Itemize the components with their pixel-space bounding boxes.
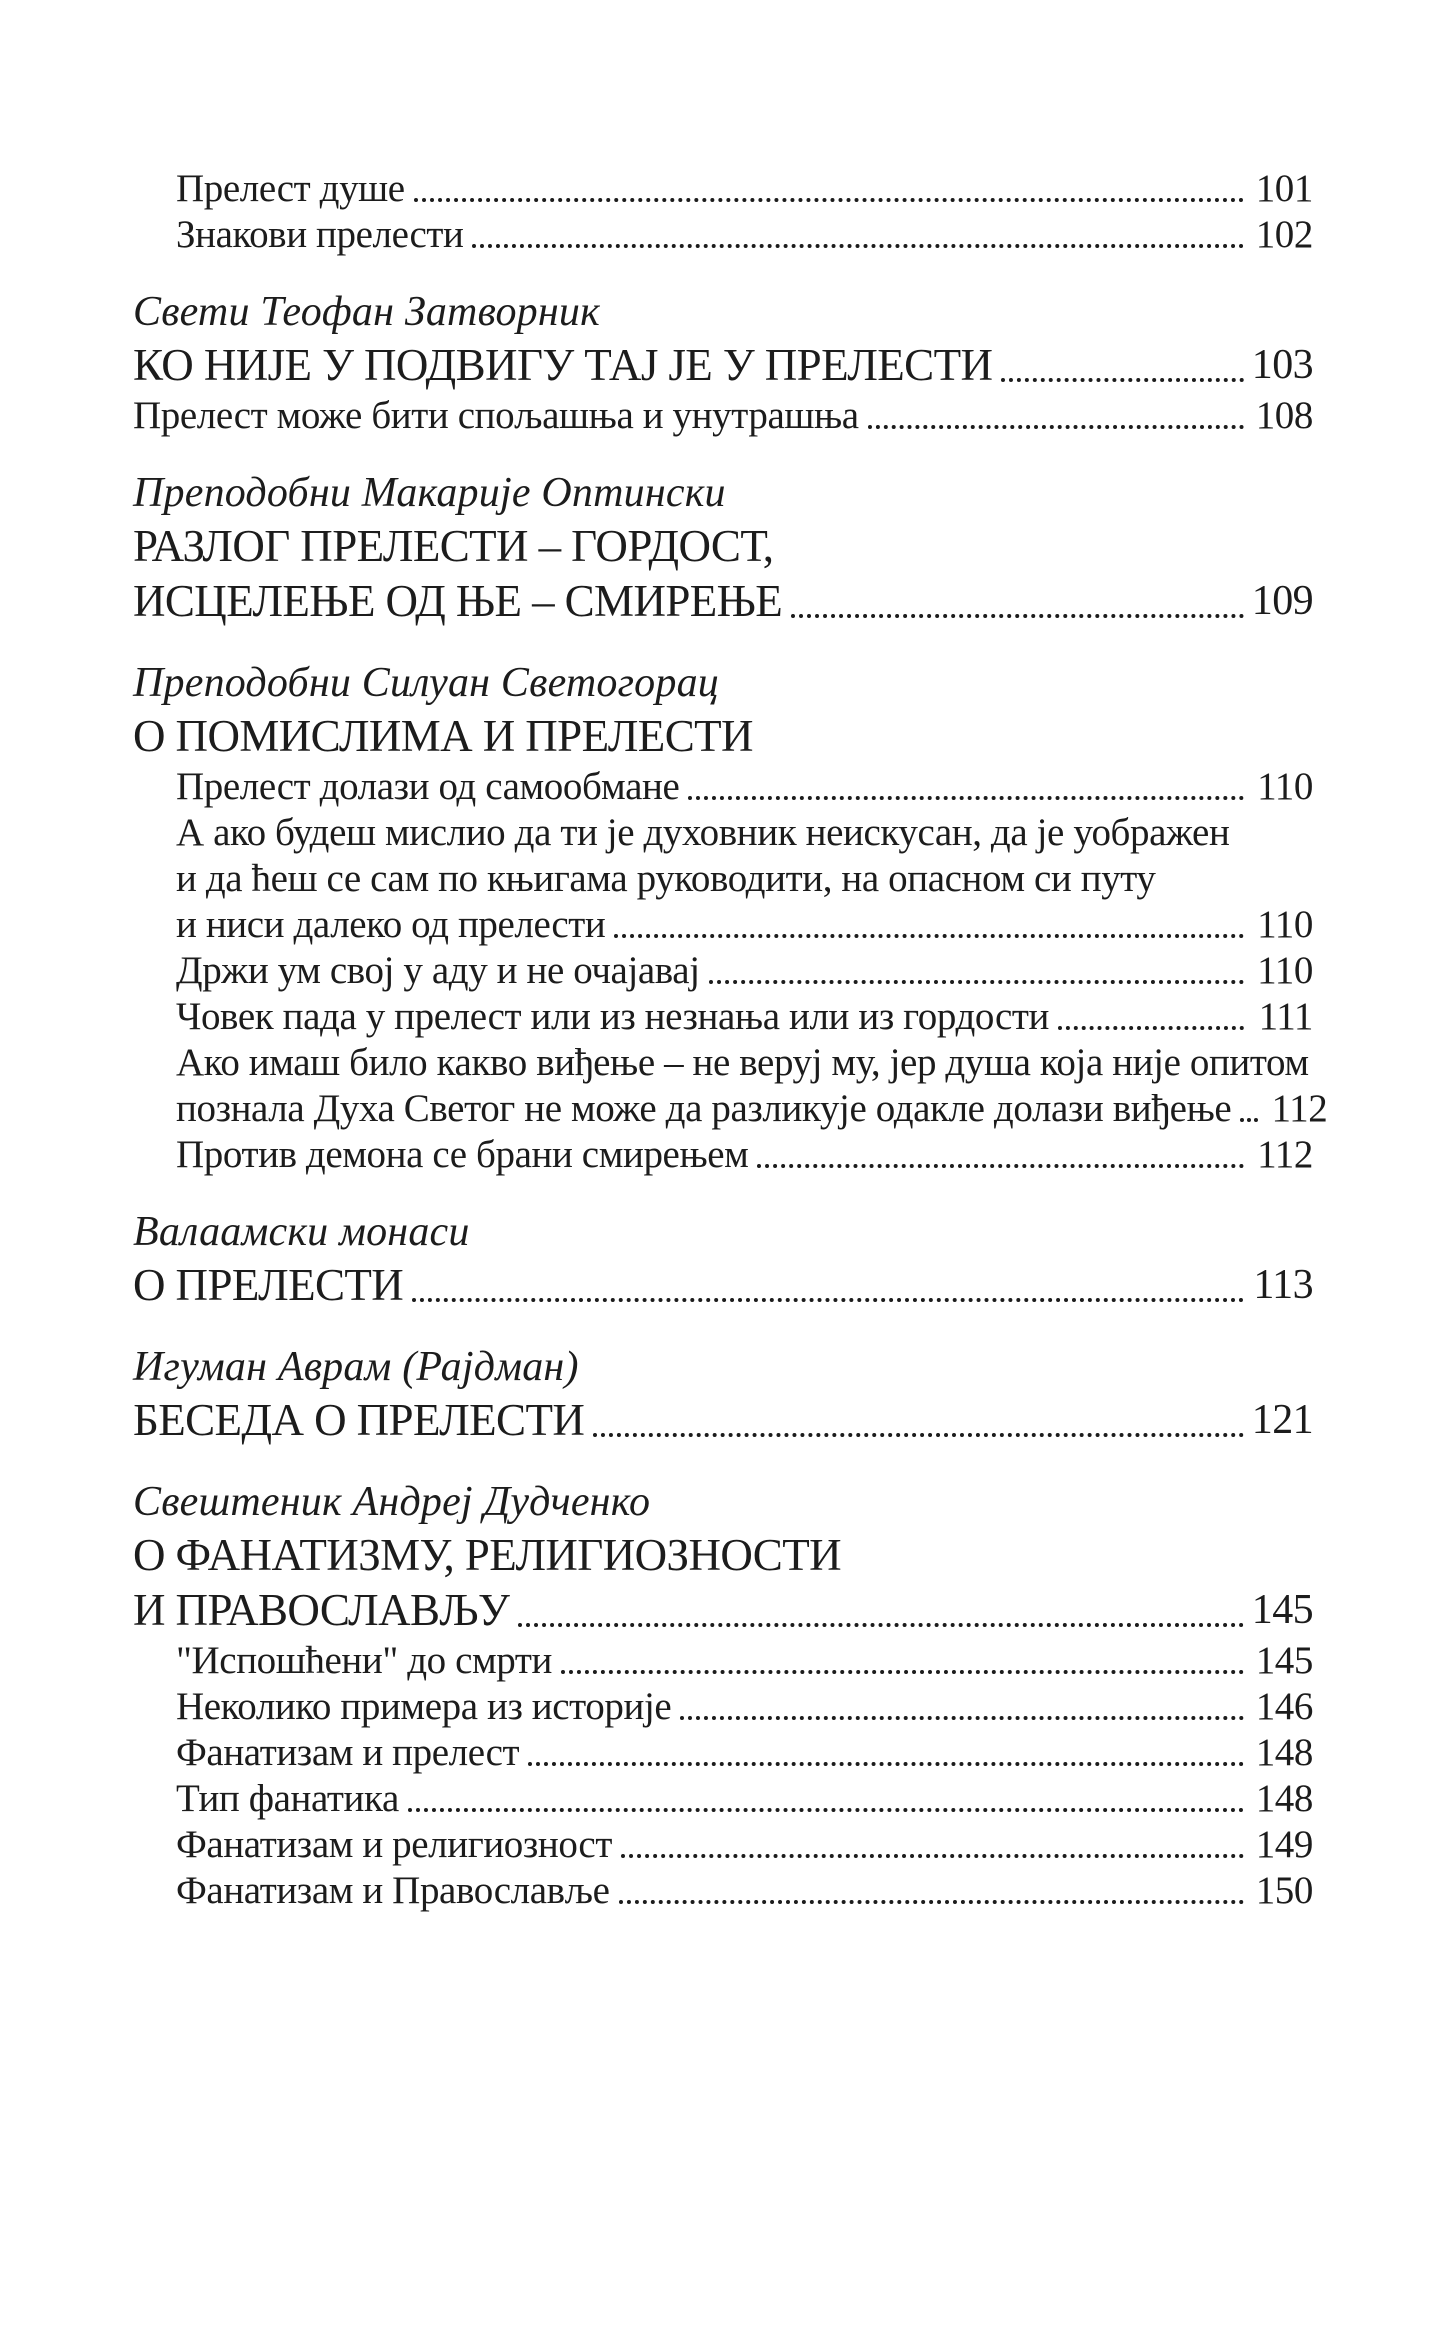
toc-entry-text: Против демона се брани смирењем — [176, 1133, 749, 1176]
toc-line — [133, 1638, 1313, 1684]
dot-leader — [680, 1716, 1244, 1720]
toc-entry-text: Човек пада у прелест или из незнања или из гордости — [176, 995, 1050, 1038]
page-number: 111 — [1258, 995, 1313, 1038]
toc-entry-text: Прелест душе — [176, 167, 405, 210]
toc-line — [133, 287, 1313, 338]
page-number: 101 — [1255, 167, 1313, 210]
toc-entry-text: Ако имаш било какво виђење – не веруј му, јер душа која није опитом — [176, 1041, 1309, 1084]
toc-line — [133, 1868, 1313, 1914]
toc-entry-text: И ПРАВОСЛАВЉУ — [133, 1585, 510, 1635]
dot-leader — [1058, 1026, 1244, 1030]
toc-line — [133, 658, 1313, 709]
toc-entry-text: и ниси далеко од прелести — [176, 903, 606, 946]
toc-line — [133, 1730, 1313, 1776]
page-number: 110 — [1257, 765, 1313, 808]
toc-entry-text: А ако будеш мислио да ти је духовник неискусан, да је уображен — [176, 811, 1230, 854]
dot-leader — [621, 1854, 1244, 1858]
toc-entry-text: О ПОМИСЛИМА И ПРЕЛЕСТИ — [133, 711, 753, 761]
toc-line — [133, 1684, 1313, 1730]
dot-leader — [412, 1298, 1244, 1302]
toc-entry-text: Преподобни Силуан Светогорац — [133, 660, 719, 706]
dot-leader — [868, 425, 1244, 429]
page-number: 146 — [1255, 1685, 1313, 1728]
toc-line — [133, 1207, 1313, 1258]
page-number: 110 — [1257, 949, 1313, 992]
toc — [133, 166, 1328, 1914]
page-number: 109 — [1251, 578, 1313, 624]
page-number: 121 — [1251, 1397, 1313, 1443]
toc-entry-text: Држи ум свој у аду и не очајавај — [176, 949, 700, 992]
toc-entry-text: ИСЦЕЛЕЊЕ ОД ЊЕ – СМИРЕЊЕ — [133, 576, 783, 626]
dot-leader — [1240, 1118, 1258, 1122]
toc-line — [133, 212, 1313, 258]
toc-entry-text: Прелест може бити спољашња и унутрашња — [133, 394, 859, 437]
toc-line — [133, 1040, 1313, 1086]
toc-entry-text: познала Духа Светог не може да разликује одакле долази виђење — [176, 1087, 1232, 1130]
toc-line — [133, 856, 1313, 902]
toc-entry-text: РАЗЛОГ ПРЕЛЕСТИ – ГОРДОСТ, — [133, 521, 774, 571]
dot-leader — [709, 980, 1244, 984]
toc-entry-text: Прелест долази од самообмане — [176, 765, 680, 808]
dot-leader — [593, 1433, 1244, 1437]
toc-entry-text: Тип фанатика — [176, 1777, 399, 1820]
toc-entry-text: Знакови прелести — [176, 213, 464, 256]
toc-entry-text: БЕСЕДА О ПРЕЛЕСТИ — [133, 1395, 585, 1445]
toc-entry-text: О ФАНАТИЗМУ, РЕЛИГИОЗНОСТИ — [133, 1530, 842, 1580]
page-number: 103 — [1251, 342, 1313, 388]
page-number: 108 — [1255, 394, 1313, 437]
page-number: 102 — [1255, 213, 1313, 256]
page-number: 149 — [1255, 1823, 1313, 1866]
dot-leader — [757, 1164, 1244, 1168]
toc-entry-text: Игуман Аврам (Рајдман) — [133, 1344, 579, 1390]
toc-line — [133, 1086, 1328, 1132]
toc-entry-text: Неколико примера из историје — [176, 1685, 672, 1728]
toc-line — [133, 519, 1313, 574]
dot-leader — [518, 1623, 1244, 1627]
toc-entry-text: Свети Теофан Затворник — [133, 289, 600, 335]
dot-leader — [414, 198, 1244, 202]
page-number: 148 — [1255, 1731, 1313, 1774]
toc-entry-text: Фанатизам и Православље — [176, 1869, 610, 1912]
toc-entry-text: Фанатизам и религиозност — [176, 1823, 612, 1866]
dot-leader — [619, 1900, 1244, 1904]
toc-entry-text: Валаамски монаси — [133, 1209, 470, 1255]
toc-line — [133, 1528, 1313, 1583]
toc-line — [133, 1776, 1313, 1822]
toc-line — [133, 709, 1313, 764]
toc-line — [133, 948, 1313, 994]
page-number: 145 — [1255, 1639, 1313, 1682]
toc-line — [133, 574, 1313, 629]
toc-entry-text: "Испошћени" до смрти — [176, 1639, 553, 1682]
toc-line — [133, 166, 1313, 212]
dot-leader — [1001, 378, 1244, 382]
page-number: 112 — [1271, 1087, 1328, 1130]
page-number: 148 — [1255, 1777, 1313, 1820]
toc-line — [133, 1258, 1313, 1313]
toc-line — [133, 764, 1313, 810]
toc-line — [133, 1342, 1313, 1393]
toc-line — [133, 902, 1313, 948]
dot-leader — [791, 614, 1244, 618]
toc-line — [133, 810, 1313, 856]
toc-line — [133, 1393, 1313, 1448]
page-number: 150 — [1255, 1869, 1313, 1912]
dot-leader — [472, 244, 1244, 248]
toc-entry-text: Преподобни Макарије Оптински — [133, 470, 726, 516]
toc-line — [133, 468, 1313, 519]
dot-leader — [561, 1670, 1244, 1674]
toc-entry-text: КО НИЈЕ У ПОДВИГУ ТАЈ ЈЕ У ПРЕЛЕСТИ — [133, 340, 993, 390]
dot-leader — [614, 934, 1244, 938]
toc-entry-text: Свештеник Андреј Дудченко — [133, 1479, 651, 1525]
toc-line — [133, 1583, 1313, 1638]
toc-line — [133, 994, 1313, 1040]
toc-line — [133, 1477, 1313, 1528]
toc-line — [133, 393, 1313, 439]
dot-leader — [528, 1762, 1244, 1766]
dot-leader — [408, 1808, 1244, 1812]
toc-line — [133, 1132, 1313, 1178]
dot-leader — [688, 796, 1244, 800]
toc-entry-text: Фанатизам и прелест — [176, 1731, 520, 1774]
toc-entry-text: и да ћеш се сам по књигама руководити, на опасном си путу — [176, 857, 1156, 900]
page-number: 112 — [1257, 1133, 1313, 1176]
toc-entry-text: О ПРЕЛЕСТИ — [133, 1260, 404, 1310]
page-number: 145 — [1251, 1587, 1313, 1633]
toc-line — [133, 1822, 1313, 1868]
page-number: 113 — [1253, 1262, 1313, 1308]
page-number: 110 — [1257, 903, 1313, 946]
toc-line — [133, 338, 1313, 393]
